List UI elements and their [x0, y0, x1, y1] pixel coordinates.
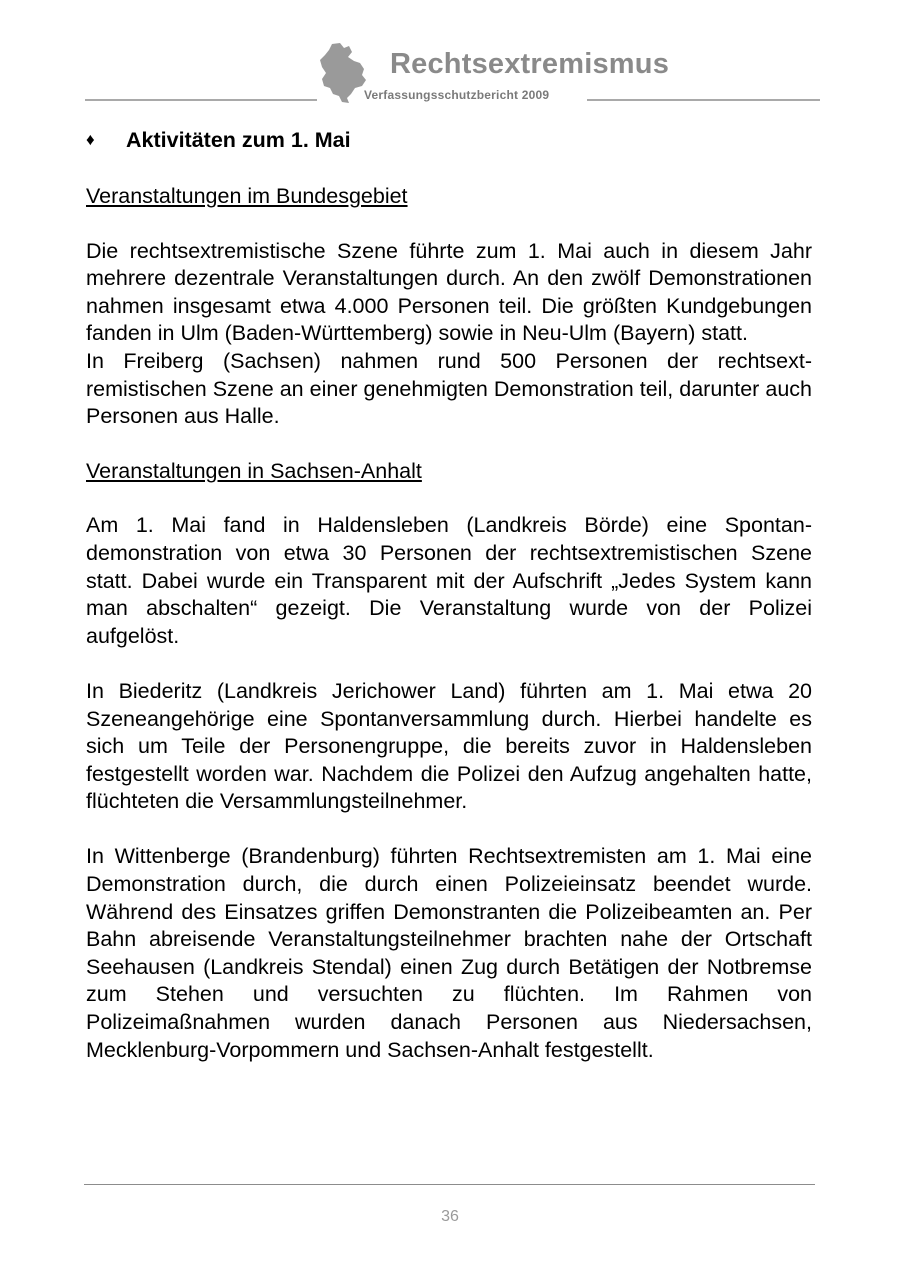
bullet-heading-text: Aktivitäten zum 1. Mai: [126, 127, 351, 152]
paragraph: Am 1. Mai fand in Haldensleben (Landkreis Börde) eine Spontandemonstration von etwa 30 Personen der rechtsextremistischen Szene statt. Dabei wurde ein Transparent mit der Aufschrift „Jedes System kann man abschalten“ gezeigt. Die Veranstaltung wurde von der Polizei aufgelöst.: [86, 513, 812, 648]
section-heading-bundesgebiet: Veranstaltungen im Bundesgebiet: [86, 184, 408, 208]
paragraph: In Wittenberge (Brandenburg) führten Rechtsextremisten am 1. Mai eine Demonstration durch, die durch einen Polizeieinsatz beendet wurde. Während des Einsatzes griffen Demonstranten die Polizeibeamten an. Per Bahn abreisende Veranstaltungsteilnehmer brachten nahe der Ortschaft Seehausen (Landkreis Stendal) einen Zug durch Betätigen der Notbremse zum Stehen und versuchten zu flüchten. Im Rahmen von Polizeimaßnahmen wurden danach Personen aus Niedersachsen, Mecklenburg-Vorpommern und Sachsen-Anhalt festgestellt.: [86, 844, 812, 1062]
header-subtitle: Verfassungsschutzbericht 2009: [364, 88, 550, 102]
saxony-anhalt-map-icon: [318, 42, 368, 104]
paragraph: In Freiberg (Sachsen) nahmen rund 500 Personen der rechtsextremistischen Szene an einer genehmigten Demonstration teil, darunter auch Personen aus Halle.: [86, 348, 812, 429]
header-title: Rechtsextremismus: [390, 48, 670, 80]
footer-rule: [84, 1184, 815, 1185]
paragraph: In Biederitz (Landkreis Jerichower Land) führten am 1. Mai etwa 20 Szeneangehörige eine Spontanversammlung durch. Hierbei handelte es sich um Teile der Personengruppe, die bereits zuvor in Haldensleben festgestellt worden war. Nachdem die Polizei den Aufzug angehalten hatte, flüchteten die Versammlungsteilnehmer.: [86, 678, 812, 814]
header-rule-right: [587, 99, 820, 101]
page-header: [0, 0, 900, 110]
section-heading-sachsen-anhalt: Veranstaltungen in Sachsen-Anhalt: [86, 458, 422, 483]
paragraph: Die rechtsextremistische Szene führte zum 1. Mai auch in diesem Jahr mehrere dezentrale Veranstaltungen durch. An den zwölf Demonstrationen nahmen insgesamt etwa 4.000 Personen teil. Die größten Kundgebungen fanden in Ulm (Baden-Württemberg) sowie in Neu-Ulm (Bayern) statt.: [86, 238, 812, 346]
diamond-bullet-icon: ♦: [86, 130, 95, 149]
header-rule-left: [85, 99, 317, 101]
bullet-heading: [86, 124, 812, 156]
page-number: 36: [441, 1208, 459, 1225]
page-body: [86, 124, 812, 1064]
